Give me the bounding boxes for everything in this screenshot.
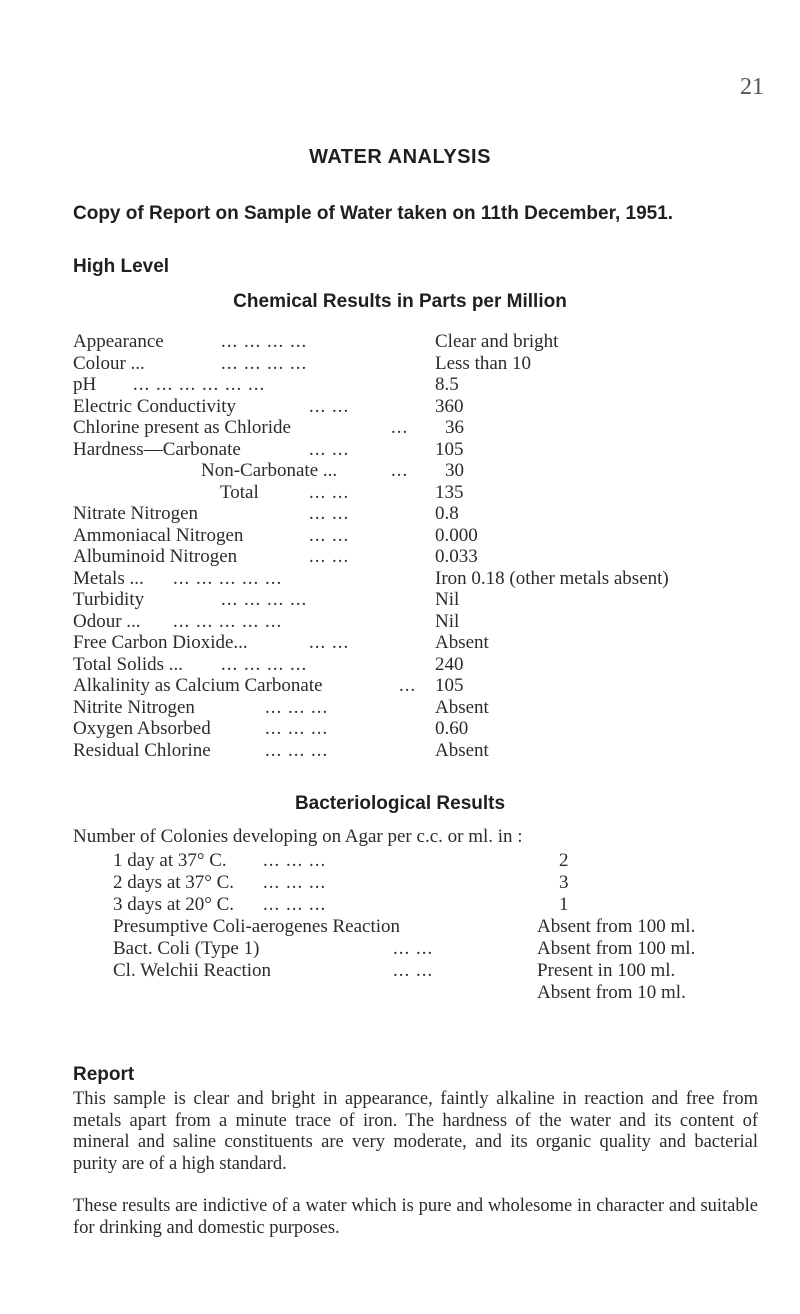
leader-dots: ... ... ... bbox=[265, 739, 329, 761]
chemical-label: Ammoniacal Nitrogen bbox=[73, 524, 244, 546]
bacteriological-value: Present in 100 ml. bbox=[537, 960, 676, 981]
chemical-value: Absent bbox=[435, 696, 489, 718]
bacteriological-value: Absent from 100 ml. bbox=[537, 938, 696, 959]
chemical-results-heading: Chemical Results in Parts per Million bbox=[233, 291, 567, 312]
leader-dots: ... ... ... bbox=[265, 696, 329, 718]
chemical-value: 0.033 bbox=[435, 546, 478, 567]
chemical-label: Free Carbon Dioxide... bbox=[73, 632, 248, 653]
chemical-value: Nil bbox=[435, 589, 460, 610]
bacteriological-value: 3 bbox=[559, 872, 569, 893]
leader-dots: ... ... ... bbox=[265, 718, 329, 739]
chemical-label: Total Solids ... bbox=[73, 653, 184, 675]
leader-dots: ... ... bbox=[393, 938, 434, 959]
chemical-label: pH bbox=[73, 374, 97, 395]
bacteriological-label: 1 day at 37° C. bbox=[113, 850, 227, 871]
document-title: WATER ANALYSIS bbox=[309, 146, 491, 168]
leader-dots: ... bbox=[391, 460, 409, 481]
leader-dots: ... ... bbox=[309, 481, 350, 503]
page-number: 21 bbox=[740, 74, 764, 100]
chemical-label: Total bbox=[220, 481, 259, 503]
document-subtitle: Copy of Report on Sample of Water taken on 11th December, 1951. bbox=[73, 203, 674, 224]
chemical-value: Clear and bright bbox=[435, 331, 559, 352]
chemical-value: 0.60 bbox=[435, 718, 469, 739]
chemical-value: Absent bbox=[435, 739, 489, 761]
leader-dots: ... ... ... ... bbox=[221, 352, 308, 374]
leader-dots: ... ... bbox=[309, 524, 350, 546]
leader-dots: ... ... bbox=[393, 960, 434, 981]
bacteriological-label: Cl. Welchii Reaction bbox=[113, 960, 272, 981]
chemical-value: 105 bbox=[435, 675, 464, 696]
chemical-value: 36 bbox=[445, 417, 464, 438]
bacteriological-value: Absent from 10 ml. bbox=[537, 982, 686, 1003]
chemical-label: Alkalinity as Calcium Carbonate bbox=[73, 675, 323, 696]
chemical-value: 0.000 bbox=[435, 524, 478, 546]
chemical-value: 30 bbox=[445, 460, 464, 481]
chemical-label: Chlorine present as Chloride bbox=[73, 417, 291, 438]
leader-dots: ... ... ... ... bbox=[221, 331, 308, 352]
chemical-value: Less than 10 bbox=[435, 352, 532, 374]
bacteriological-value: 1 bbox=[559, 894, 569, 915]
leader-dots: ... ... ... ... ... bbox=[173, 610, 283, 632]
leader-dots: ... ... ... bbox=[263, 894, 327, 915]
chemical-value: 360 bbox=[435, 395, 464, 417]
bacteriological-results-heading: Bacteriological Results bbox=[294, 793, 506, 814]
chemical-label: Colour ... bbox=[73, 352, 145, 374]
chemical-label: Turbidity bbox=[73, 589, 145, 610]
chemical-label: Albuminoid Nitrogen bbox=[73, 546, 238, 567]
report-paragraph: These results are indictive of a water which is pure and wholesome in character and suitable for drinking and domestic purposes. bbox=[73, 1196, 758, 1238]
report-heading: Report bbox=[73, 1064, 135, 1085]
leader-dots: ... ... bbox=[309, 546, 350, 567]
leader-dots: ... ... ... ... ... bbox=[173, 567, 283, 589]
leader-dots: ... ... ... ... ... ... bbox=[133, 374, 266, 395]
chemical-label: Appearance bbox=[73, 331, 164, 352]
leader-dots: ... ... bbox=[309, 632, 350, 653]
leader-dots: ... bbox=[391, 417, 409, 438]
leader-dots: ... bbox=[399, 675, 417, 696]
chemical-value: Nil bbox=[435, 610, 460, 632]
leader-dots: ... ... ... bbox=[263, 850, 327, 871]
chemical-value: 8.5 bbox=[435, 374, 459, 395]
chemical-label: Oxygen Absorbed bbox=[73, 718, 211, 739]
leader-dots: ... ... bbox=[309, 438, 350, 460]
chemical-label: Non-Carbonate ... bbox=[201, 460, 338, 481]
bacteriological-label: Bact. Coli (Type 1) bbox=[113, 938, 260, 959]
leader-dots: ... ... ... ... bbox=[221, 653, 308, 675]
bacteriological-intro: Number of Colonies developing on Agar per c.c. or ml. in : bbox=[73, 826, 523, 847]
leader-dots: ... ... bbox=[309, 503, 350, 524]
chemical-label: Electric Conductivity bbox=[73, 395, 237, 417]
bacteriological-value: 2 bbox=[559, 850, 569, 871]
leader-dots: ... ... ... ... bbox=[221, 589, 308, 610]
bacteriological-label: 2 days at 37° C. bbox=[113, 872, 235, 893]
chemical-label: Hardness—Carbonate bbox=[73, 438, 241, 460]
chemical-value: 135 bbox=[435, 481, 464, 503]
bacteriological-label: Presumptive Coli-aerogenes Reaction bbox=[113, 916, 401, 937]
bacteriological-value: Absent from 100 ml. bbox=[537, 916, 696, 937]
chemical-label: Metals ... bbox=[73, 567, 144, 589]
chemical-value: 240 bbox=[435, 653, 464, 675]
leader-dots: ... ... bbox=[309, 395, 350, 417]
chemical-value: Absent bbox=[435, 632, 489, 653]
chemical-value: 0.8 bbox=[435, 503, 459, 524]
chemical-label: Nitrite Nitrogen bbox=[73, 696, 195, 718]
chemical-label: Residual Chlorine bbox=[73, 739, 211, 761]
chemical-value: 105 bbox=[435, 438, 464, 460]
chemical-label: Nitrate Nitrogen bbox=[73, 503, 199, 524]
leader-dots: ... ... ... bbox=[263, 872, 327, 893]
sample-level: High Level bbox=[73, 256, 170, 277]
chemical-label: Odour ... bbox=[73, 610, 141, 632]
report-paragraph: This sample is clear and bright in appearance, faintly alkaline in reaction and free from metals apart from a minute trace of iron. The hardness of the water and its content of mineral and saline constituents are very moderate, and its organic quality and bacterial purity are of a high standard. bbox=[73, 1089, 758, 1174]
bacteriological-label: 3 days at 20° C. bbox=[113, 894, 235, 915]
chemical-value: Iron 0.18 (other metals absent) bbox=[435, 567, 669, 589]
